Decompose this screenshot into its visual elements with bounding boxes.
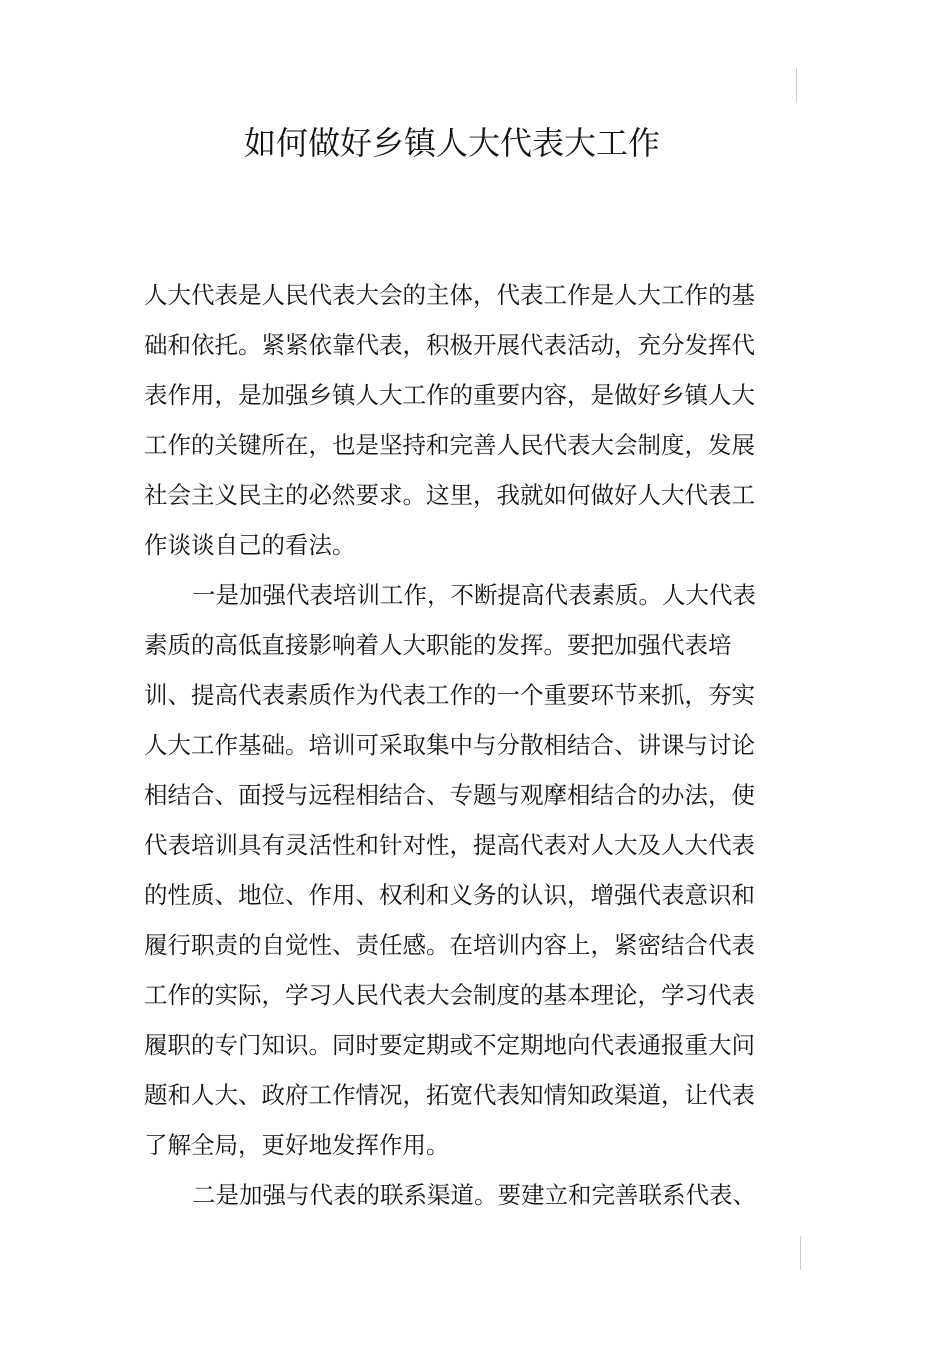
page-corner-mark-top [796,68,797,102]
text-line: 一是加强代表培训工作，不断提高代表素质。人大代表 [192,581,756,609]
text-line: 础和依托。紧紧依靠代表，积极开展代表活动，充分发挥代 [144,331,755,359]
text-line: 人大工作基础。培训可采取集中与分散相结合、讲课与讨论 [144,731,755,759]
text-line: 训、提高代表素质作为代表工作的一个重要环节来抓，夯实 [144,681,755,709]
paragraph [144,570,756,1170]
text-line: 履行职责的自觉性、责任感。在培训内容上，紧密结合代表 [144,931,755,959]
text-line: 的性质、地位、作用、权利和义务的认识，增强代表意识和 [144,881,755,909]
text-line: 题和人大、政府工作情况，拓宽代表知情知政渠道，让代表 [144,1081,755,1109]
text-line: 人大代表是人民代表大会的主体，代表工作是人大工作的基 [144,281,755,309]
text-line: 履职的专门知识。同时要定期或不定期地向代表通报重大问 [144,1031,755,1059]
page-corner-mark-bottom [800,1236,801,1270]
text-line: 表作用，是加强乡镇人大工作的重要内容，是做好乡镇人大 [144,381,755,409]
text-line: 作谈谈自己的看法。 [144,531,356,559]
text-line: 工作的关键所在，也是坚持和完善人民代表大会制度，发展 [144,431,755,459]
text-line: 二是加强与代表的联系渠道。要建立和完善联系代表、 [192,1181,756,1209]
paragraph [144,1170,756,1220]
document-title: 如何做好乡镇人大代表大工作 [243,124,660,162]
text-line: 素质的高低直接影响着人大职能的发挥。要把加强代表培 [144,631,732,659]
text-line: 相结合、面授与远程相结合、专题与观摩相结合的办法，使 [144,781,755,809]
paragraph [144,270,755,570]
text-line: 了解全局，更好地发挥作用。 [144,1131,450,1159]
document-body [144,270,756,1220]
text-line: 社会主义民主的必然要求。这里，我就如何做好人大代表工 [144,481,755,509]
text-line: 代表培训具有灵活性和针对性，提高代表对人大及人大代表 [144,831,755,859]
text-line: 工作的实际，学习人民代表大会制度的基本理论，学习代表 [144,981,755,1009]
